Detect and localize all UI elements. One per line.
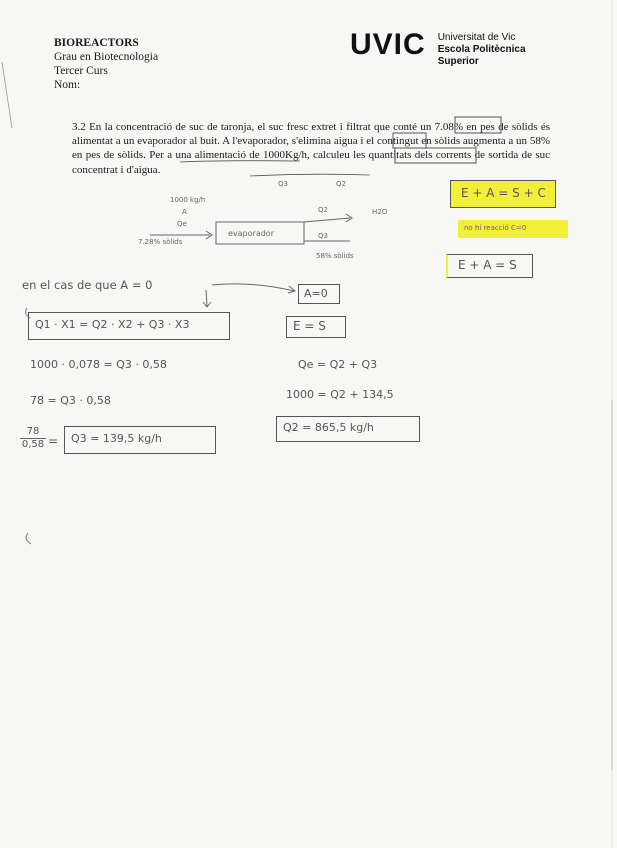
result-q2-box: [276, 416, 420, 442]
a-zero: A=0: [304, 287, 328, 300]
e-eq-s-box: [286, 316, 346, 338]
out-top-q: Q2: [318, 206, 328, 214]
feed-q: Qe: [177, 220, 187, 228]
year-line: Tercer Curs: [54, 65, 108, 77]
out-top-label: H2O: [372, 208, 388, 216]
evaporator-label: evaporador: [228, 229, 274, 238]
feed-a: A: [182, 208, 187, 216]
fraction: [20, 426, 46, 450]
equals-sign: =: [48, 434, 59, 448]
result-q3-box: [64, 426, 216, 454]
out-bottom-q: Q3: [318, 232, 328, 240]
a-zero-box: [298, 284, 340, 304]
fraction-denominator: 0,58: [21, 439, 45, 450]
simplified-balance: E + A = S: [458, 258, 517, 272]
solids-balance: Q1 · X1 = Q2 · X2 + Q3 · X3: [35, 318, 190, 331]
logo-line-2: Escola Politècnica: [437, 44, 526, 55]
general-balance: E + A = S + C: [461, 186, 546, 200]
logo-mark: UVIC: [350, 28, 426, 61]
line-78: 78 = Q3 · 0,58: [30, 394, 111, 407]
total-substitution: 1000 = Q2 + 134,5: [286, 388, 394, 401]
logo-line-3: Superior: [437, 56, 479, 67]
feed-rate: 1000 kg/h: [170, 196, 206, 204]
logo-line-1: Universitat de Vic: [437, 32, 516, 43]
result-q3: Q3 = 139,5 kg/h: [71, 432, 162, 445]
q2-over-label: Q2: [336, 180, 346, 188]
course-title: BIOREACTORS: [54, 37, 139, 49]
line-1000: 1000 · 0,078 = Q3 · 0,58: [30, 358, 167, 371]
q3-over-label: Q3: [278, 180, 288, 188]
solids-balance-box: [28, 312, 230, 340]
e-eq-s: E = S: [293, 319, 326, 333]
case-text: en el cas de que A = 0: [22, 278, 153, 292]
out-bottom-solids: 58% sòlids: [316, 252, 354, 260]
problem-statement: 3.2 En la concentració de suc de taronja, el suc fresc extret i filtrat que conté un 7.08% en pes de sòlids és alimentat a un evaporador al buit. A l'evaporador, s'elimina aigua i el contingut en sòlids augmenta a un 58% en pes de sòlids. Per a una alimentació de 1000Kg/h, calculeu les quantitats dels corrents de sortida de suc concentrat i d'aigua.: [72, 121, 550, 176]
name-label: Nom:: [54, 79, 81, 91]
fraction-numerator: 78: [26, 426, 40, 437]
total-balance: Qe = Q2 + Q3: [298, 358, 378, 371]
result-q2: Q2 = 865,5 kg/h: [283, 421, 374, 434]
feed-solids: 7.28% sòlids: [138, 238, 183, 246]
no-reaction-text: no hi reacció C=0: [464, 224, 527, 232]
degree-line: Grau en Biotecnologia: [54, 51, 159, 63]
